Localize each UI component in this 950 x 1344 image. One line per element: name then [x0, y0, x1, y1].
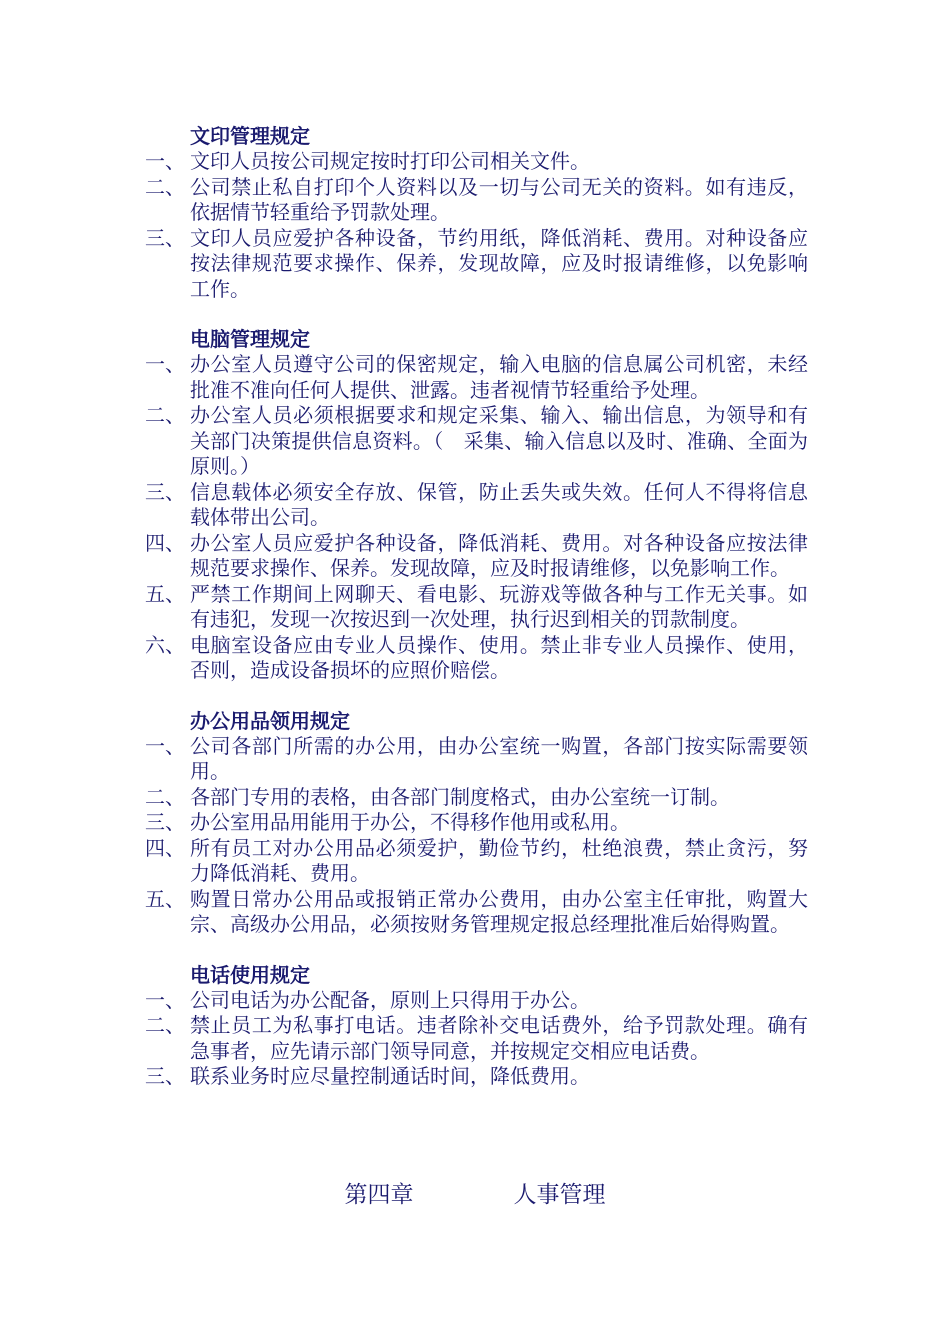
list-item	[145, 836, 825, 887]
item-number: 一、	[145, 352, 185, 376]
item-number: 一、	[145, 149, 185, 173]
list-item	[145, 810, 825, 836]
item-text: 电脑室设备应由专业人员操作、使用。禁止非专业人员操作、使用，否则，造成设备损坏的应照价赔偿。	[190, 632, 808, 682]
chapter-title: 人事管理	[513, 1182, 606, 1208]
section-title: 文印管理规定	[190, 124, 310, 148]
item-number: 三、	[145, 1064, 185, 1088]
item-text: 文印人员按公司规定按时打印公司相关文件。	[190, 149, 590, 173]
section-computer-rules	[145, 326, 825, 684]
item-text: 信息载体必须安全存放、保管，防止丢失或失效。任何人不得将信息载体带出公司。	[190, 479, 808, 529]
item-text: 各部门专用的表格，由各部门制度格式，由办公室统一订制。	[190, 784, 730, 809]
document-body	[145, 123, 825, 1114]
item-number: 六、	[145, 632, 185, 657]
item-number: 四、	[145, 530, 185, 555]
list-item	[145, 785, 825, 811]
section-office-supplies-rules	[145, 708, 825, 938]
list-item	[145, 149, 825, 175]
list-item	[145, 734, 825, 785]
item-text: 文印人员应爱护各种设备，节约用纸，降低消耗、费用。对种设备应按法律规范要求操作、保养，发现故障，应及时报请维修，以免影响工作。	[190, 225, 808, 301]
list-item	[145, 352, 825, 403]
list-item	[145, 226, 825, 303]
item-text: 办公室人员应爱护各种设备，降低消耗、费用。对各种设备应按法律规范要求操作、保养。发现故障，应及时报请维修，以免影响工作。	[190, 530, 808, 580]
list-item	[145, 988, 825, 1014]
chapter-number: 第四章	[344, 1182, 414, 1208]
list-item	[145, 480, 825, 531]
list-item	[145, 633, 825, 684]
item-text: 公司禁止私自打印个人资料以及一切与公司无关的资料。如有违反，依据情节轻重给予罚款处理。	[190, 174, 808, 224]
section-title: 电脑管理规定	[190, 327, 310, 351]
list-item	[145, 887, 825, 938]
item-number: 五、	[145, 886, 185, 911]
item-number: 五、	[145, 581, 185, 606]
item-number: 三、	[145, 479, 185, 504]
section-print-rules	[145, 123, 825, 302]
item-text: 公司电话为办公配备，原则上只得用于办公。	[190, 987, 590, 1012]
list-item	[145, 582, 825, 633]
item-number: 四、	[145, 835, 185, 860]
item-text: 严禁工作期间上网聊天、看电影、玩游戏等做各种与工作无关事。如有违犯，发现一次按迟到一次处理，执行迟到相关的罚款制度。	[190, 581, 808, 631]
list-item	[145, 1013, 825, 1064]
item-text: 联系业务时应尽量控制通话时间，降低费用。	[190, 1064, 590, 1088]
item-text: 所有员工对办公用品必须爱护，勤俭节约，杜绝浪费，禁止贪污，努力降低消耗、费用。	[190, 835, 808, 885]
section-title: 电话使用规定	[190, 962, 310, 987]
item-number: 二、	[145, 1013, 185, 1037]
section-title: 办公用品领用规定	[190, 708, 350, 733]
item-number: 二、	[145, 174, 185, 199]
list-item	[145, 403, 825, 480]
item-number: 二、	[145, 403, 185, 427]
list-item	[145, 175, 825, 226]
item-text: 公司各部门所需的办公用，由办公室统一购置，各部门按实际需要领用。	[190, 733, 808, 783]
list-item	[145, 531, 825, 582]
chapter-heading	[0, 1180, 950, 1210]
section-phone-rules	[145, 962, 825, 1090]
item-number: 二、	[145, 784, 185, 809]
item-text: 办公室用品用能用于办公，不得移作他用或私用。	[190, 810, 630, 834]
item-text: 禁止员工为私事打电话。违者除补交电话费外，给予罚款处理。确有急事者，应先请示部门领导同意，并按规定交相应电话费。	[190, 1013, 808, 1063]
item-text: 购置日常办公用品或报销正常办公费用，由办公室主任审批，购置大宗、高级办公用品，必须按财务管理规定报总经理批准后始得购置。	[190, 886, 808, 936]
list-item	[145, 1064, 825, 1090]
item-text: 办公室人员遵守公司的保密规定，输入电脑的信息属公司机密，未经批准不准向任何人提供、泄露。违者视情节轻重给予处理。	[190, 352, 808, 402]
item-number: 一、	[145, 987, 185, 1012]
item-text: 办公室人员必须根据要求和规定采集、输入、输出信息，为领导和有关部门决策提供信息资料。（ 采集、输入信息以及时、准确、全面为原则。）	[190, 403, 808, 478]
item-number: 三、	[145, 810, 185, 834]
item-number: 三、	[145, 225, 185, 250]
item-number: 一、	[145, 733, 185, 758]
